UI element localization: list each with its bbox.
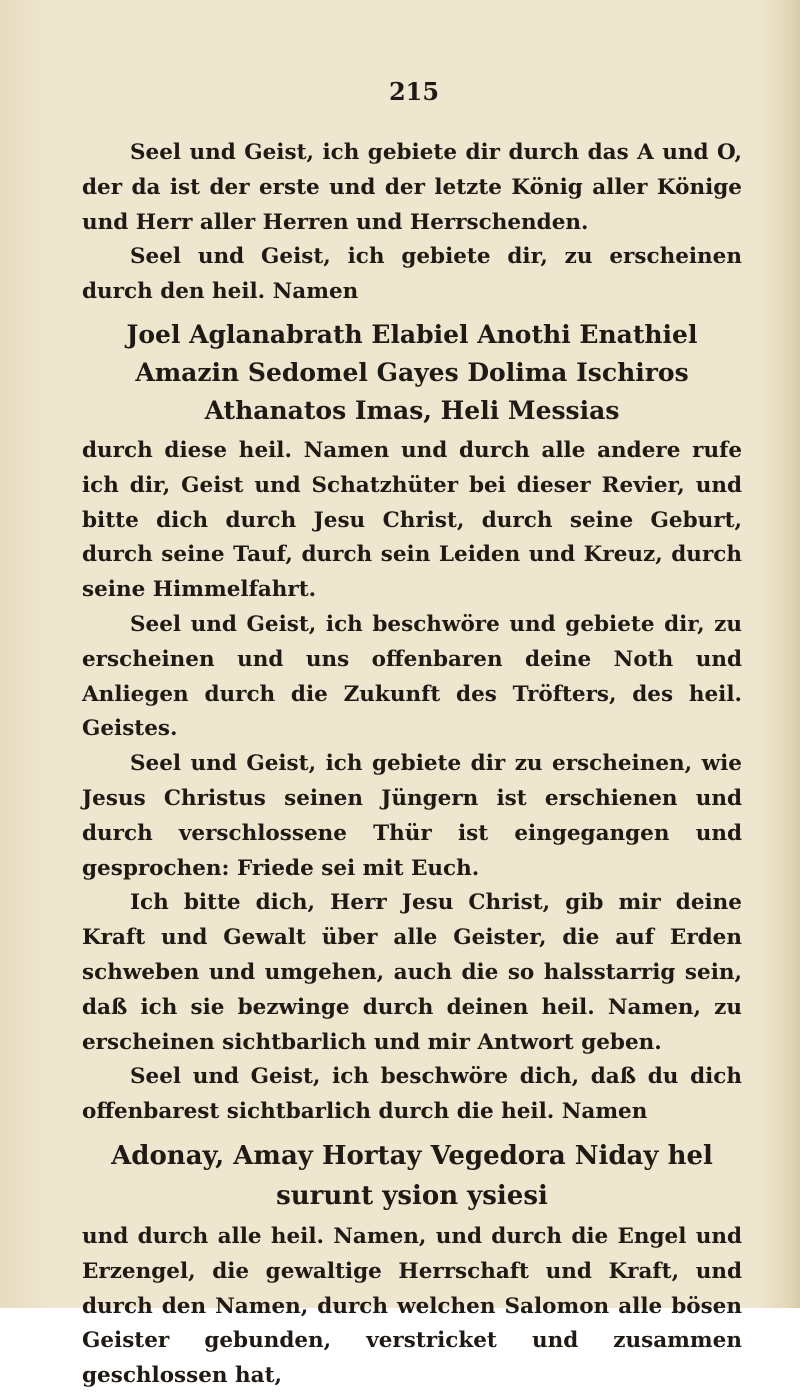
paragraph-3: durch diese heil. Namen und durch alle andere rufe ich dir, Geist und Schatzhüter bei dieser Revier, und bitte dich durch Jesu Christ, durch seine Geburt, durch seine Tauf, durch sein Leiden und Kreuz, durch seine Himmelfahrt. [82, 437, 742, 603]
paragraph-2: Seel und Geist, ich gebiete dir, zu erscheinen durch den heil. Namen [82, 244, 742, 305]
paragraph-4: Seel und Geist, ich beschwöre und gebiete dir, zu erscheinen und uns offenbaren deine Noth und Anliegen durch die Zukunft des Tröfters, des heil. Geistes. [82, 611, 742, 742]
magic-names-block-2 [82, 1136, 742, 1216]
names-line: Adonay, Amay Hortay Vegedora Niday hel [111, 1140, 713, 1171]
paragraph-5: Seel und Geist, ich gebiete dir zu erscheinen, wie Jesus Christus seinen Jüngern ist erschienen und durch verschlossene Thür ist eingegangen und gesprochen: Friede sei mit Euch. [82, 751, 742, 881]
paragraph-1: Seel und Geist, ich gebiete dir durch das A und O, der da ist der erste und der letzte König aller Könige und Herr aller Herren und Herrschenden. [82, 140, 742, 235]
names-line: Athanatos Imas, Heli Messias [204, 395, 620, 425]
names-line: Joel Aglanabrath Elabiel Anothi Enathiel [126, 319, 698, 349]
names-line: surunt ysion ysiesi [276, 1180, 548, 1211]
page-text [82, 72, 742, 1394]
paragraph-8: und durch alle heil. Namen, und durch die Engel und Erzengel, die gewaltige Herrschaft und Kraft, und durch den Namen, durch welchen Salomon alle bösen Geister gebunden, verstricket und zusammen geschlossen hat, [82, 1223, 742, 1389]
magic-names-block-1 [82, 316, 742, 430]
paragraph-7: Seel und Geist, ich beschwöre dich, daß du dich offenbarest sichtbarlich durch die heil. Namen [82, 1064, 742, 1125]
page-shadow-right [760, 0, 800, 1308]
page-number: 215 [388, 77, 440, 106]
paragraph-6: Ich bitte dich, Herr Jesu Christ, gib mir deine Kraft und Gewalt über alle Geister, die auf Erden schweben und umgehen, auch die so halsstarrig sein, daß ich sie bezwinge durch deinen heil. Namen, zu erscheinen sichtbarlich und mir Antwort geben. [82, 890, 742, 1055]
names-line: Amazin Sedomel Gayes Dolima Ischiros [135, 357, 689, 387]
page-shadow-left [0, 0, 50, 1308]
